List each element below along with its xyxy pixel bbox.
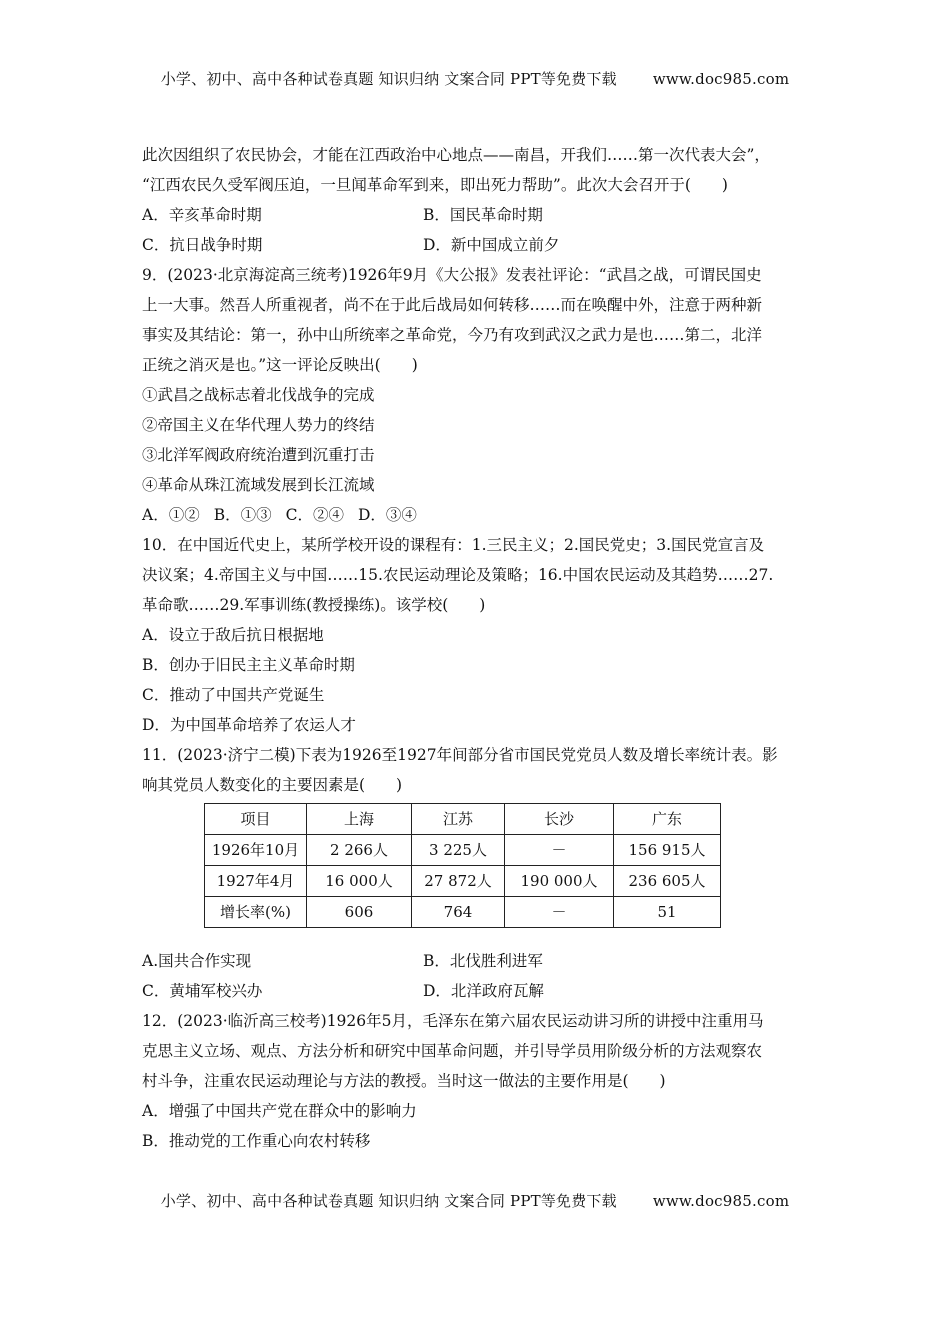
option-a: A．增强了中国共产党在群众中的影响力	[142, 1102, 417, 1120]
table-cell: 1927年4月	[205, 866, 307, 897]
table-cell: －	[505, 835, 614, 866]
table-cell: 1926年10月	[205, 835, 307, 866]
table-header-cell: 广东	[614, 804, 721, 835]
footer-text: 小学、初中、高中各种试卷真题 知识归纳 文案合同 PPT等免费下载	[160, 1192, 617, 1210]
option-b: B．推动党的工作重心向农村转移	[142, 1132, 371, 1150]
option-b: B．北伐胜利进军	[423, 952, 543, 970]
question-9-line: 正统之消灭是也。”这一评论反映出( )	[142, 356, 418, 374]
option-c: C．②④	[285, 506, 344, 524]
header-text: 小学、初中、高中各种试卷真题 知识归纳 文案合同 PPT等免费下载	[160, 70, 617, 88]
table-cell: 190 000人	[505, 866, 614, 897]
option-d: D．③④	[357, 506, 417, 524]
table-cell: 764	[412, 897, 505, 928]
question-9	[142, 260, 818, 530]
option-a: A．①②	[142, 506, 200, 524]
table-row	[205, 866, 721, 897]
table-row	[205, 835, 721, 866]
table-header-row	[205, 804, 721, 835]
question-10-line: 决议案；4.帝国主义与中国……15.农民运动理论及策略；16.中国农民运动及其趋势……27.	[142, 566, 774, 584]
question-12-line: 克思主义立场、观点、方法分析和研究中国革命问题，并引导学员用阶级分析的方法观察农	[142, 1042, 763, 1060]
document-body	[142, 140, 818, 1156]
question-9-line: 上一大事。然吾人所重视者，尚不在于此后战局如何转移……而在唤醒中外，注意于两种新	[142, 296, 763, 314]
table-header-cell: 江苏	[412, 804, 505, 835]
table-cell: 27 872人	[412, 866, 505, 897]
question-11	[142, 740, 818, 1006]
table-cell: 3 225人	[412, 835, 505, 866]
option-b: B．①③	[213, 506, 272, 524]
question-10	[142, 530, 818, 740]
table-row	[205, 897, 721, 928]
question-12-line: 村斗争，注重农民运动理论与方法的教授。当时这一做法的主要作用是( )	[142, 1072, 666, 1090]
table-header-cell: 长沙	[505, 804, 614, 835]
table-cell: 增长率(%)	[205, 897, 307, 928]
option-d: D．北洋政府瓦解	[423, 982, 544, 1000]
question-10-line: 10．在中国近代史上，某所学校开设的课程有：1.三民主义；2.国民党史；3.国民党宣言及	[142, 536, 765, 554]
table-cell: 16 000人	[307, 866, 412, 897]
question-9-options	[142, 500, 818, 530]
statement-item: ①武昌之战标志着北伐战争的完成	[142, 386, 375, 404]
question-12-line: 12．(2023·临沂高三校考)1926年5月，毛泽东在第六届农民运动讲习所的讲授中注重用马	[142, 1012, 764, 1030]
statement-item: ③北洋军阀政府统治遭到沉重打击	[142, 446, 375, 464]
statement-item: ②帝国主义在华代理人势力的终结	[142, 416, 375, 434]
option-a: A.国共合作实现	[142, 952, 252, 970]
question-8-line: 此次因组织了农民协会，才能在江西政治中心地点——南昌，开我们……第一次代表大会”，	[142, 146, 770, 164]
statement-item: ④革命从珠江流域发展到长江流域	[142, 476, 375, 494]
option-c: C．黄埔军校兴办	[142, 982, 263, 1000]
footer-site: www.doc985.com	[652, 1192, 790, 1210]
page-footer	[0, 1190, 950, 1211]
option-d: D．为中国革命培养了农运人才	[142, 716, 356, 734]
question-8	[142, 140, 818, 260]
question-11-line: 11．(2023·济宁二模)下表为1926至1927年间部分省市国民党党员人数及增长率统计表。影	[142, 746, 778, 764]
option-c: C．抗日战争时期	[142, 236, 263, 254]
question-11-line: 响其党员人数变化的主要因素是( )	[142, 776, 403, 794]
table-cell: 236 605人	[614, 866, 721, 897]
option-a: A．设立于敌后抗日根据地	[142, 626, 324, 644]
table-cell: 156 915人	[614, 835, 721, 866]
table-header-cell: 上海	[307, 804, 412, 835]
option-b: B．国民革命时期	[423, 206, 543, 224]
table-header-cell: 项目	[205, 804, 307, 835]
option-d: D．新中国成立前夕	[423, 236, 560, 254]
membership-table	[204, 803, 721, 928]
table-cell: 606	[307, 897, 412, 928]
question-9-line: 9．(2023·北京海淀高三统考)1926年9月《大公报》发表社评论：“武昌之战，可谓民国史	[142, 266, 762, 284]
header-site: www.doc985.com	[652, 70, 790, 88]
question-10-line: 革命歌……29.军事训练(教授操练)。该学校( )	[142, 596, 486, 614]
table-cell: 51	[614, 897, 721, 928]
page-header	[0, 68, 950, 89]
question-9-line: 事实及其结论：第一，孙中山所统率之革命党，今乃有攻到武汉之武力是也……第二，北洋	[142, 326, 763, 344]
option-a: A．辛亥革命时期	[142, 206, 262, 224]
table-cell: 2 266人	[307, 835, 412, 866]
table-cell: －	[505, 897, 614, 928]
question-8-line: “江西农民久受军阀压迫，一旦闻革命军到来，即出死力帮助”。此次大会召开于( )	[142, 176, 728, 194]
option-b: B．创办于旧民主主义革命时期	[142, 656, 355, 674]
question-12	[142, 1006, 818, 1156]
option-c: C．推动了中国共产党诞生	[142, 686, 325, 704]
